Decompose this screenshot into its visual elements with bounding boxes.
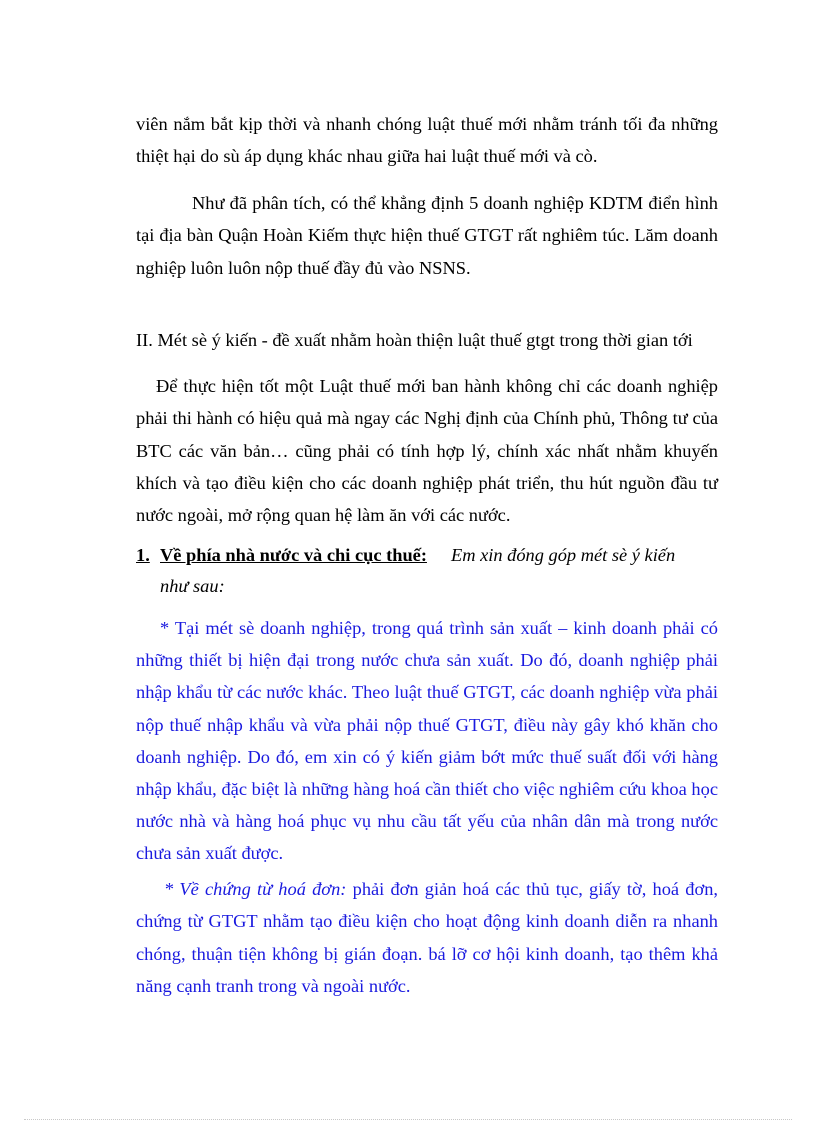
page-bottom-divider: [24, 1119, 792, 1120]
paragraph-1: viên nắm bắt kịp thời và nhanh chóng luật thuế mới nhằm tránh tối đa những thiệt hại do sù áp dụng khác nhau giữa hai luật thuế mới và cò.: [136, 114, 718, 167]
section-1-number: 1.: [136, 545, 150, 565]
paragraph-5-body: phải đơn giản hoá các thủ tục, giấy tờ, hoá đơn, chứng từ GTGT nhằm tạo điều kiện cho hoạt động kinh doanh diễn ra nhanh chóng, thuận tiện không bị gián đoạn. bá lỡ cơ hội kinh doanh, tạo thêm khả năng cạnh tranh trong và ngoài nước.: [136, 879, 719, 996]
paragraph-5-blue: [136, 873, 718, 1002]
paragraph-5-lead: * Về chứng từ hoá đơn:: [164, 879, 347, 899]
paragraph-3: Để thực hiện tốt một Luật thuế mới ban hành không chỉ các doanh nghiệp phải thi hành có hiệu quả mà ngay các Nghị định của Chính phủ, Thông tư của BTC các văn bản… cũng phải có tính hợp lý, chính xác nhất nhằm khuyến khích và tạo điều kiện cho các doanh nghiệp phát triển, thu hút nguồn đầu tư nước ngoài, mở rộng quan hệ làm ăn với các nước.: [136, 376, 718, 526]
section-1-title: Về phía nhà nước và chi cục thuế:: [160, 545, 427, 565]
section-1-intro-line2: như sau:: [160, 576, 225, 596]
paragraph-4-blue: * Tại mét sè doanh nghiệp, trong quá trình sản xuất – kinh doanh phải có những thiết bị hiện đại trong nước chưa sản xuất. Do đó, doanh nghiệp phải nhập khẩu từ các nước khác. Theo luật thuế GTGT, các doanh nghiệp vừa phải nộp thuế nhập khẩu và vừa phải nộp thuế GTGT, điều này gây khó khăn cho doanh nghiệp. Do đó, em xin có ý kiến giảm bớt mức thuế suất đối với hàng nhập khẩu, đặc biệt là những hàng hoá cần thiết cho việc nghiêm cứu khoa học nước nhà và hàng hoá phục vụ nhu cầu tất yếu của nhân dân mà trong nước chưa sản xuất được.: [136, 618, 718, 864]
section-1-intro-line1: Em xin đóng góp mét sè ý kiến: [450, 545, 676, 565]
section-1-heading: [136, 540, 718, 602]
section-heading-ii: II. Mét sè ý kiến - đề xuất nhằm hoàn thiện luật thuế gtgt trong thời gian tới: [136, 330, 693, 350]
paragraph-2: Như đã phân tích, có thể khẳng định 5 doanh nghiệp KDTM điển hình tại địa bàn Quận Hoàn Kiếm thực hiện thuế GTGT rất nghiêm túc. Lăm doanh nghiệp luôn luôn nộp thuế đầy đủ vào NSNS.: [136, 193, 718, 278]
